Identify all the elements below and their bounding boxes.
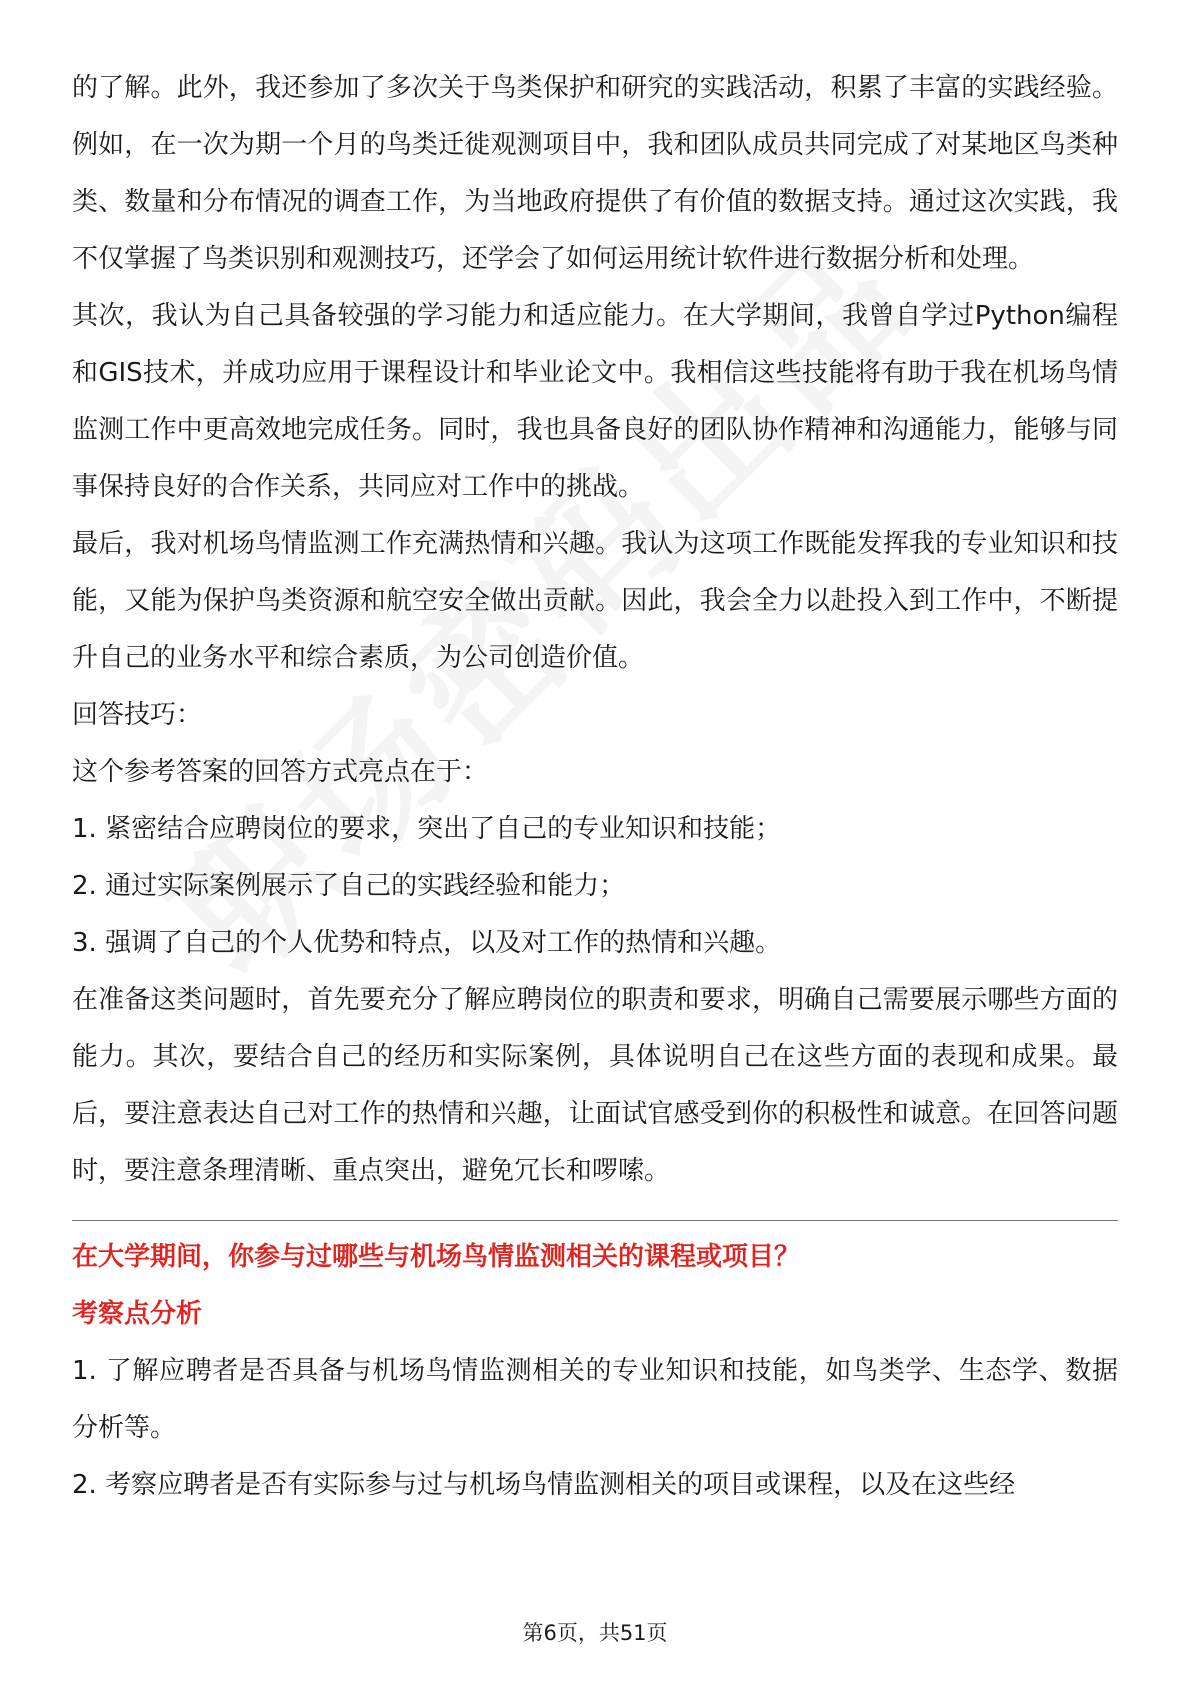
paragraph: 在准备这类问题时，首先要充分了解应聘岗位的职责和要求，明确自己需要展示哪些方面的能力。其次，要结合自己的经历和实际案例，具体说明自己在这些方面的表现和成果。最后，要注意表达自己对工作的热情和兴趣，让面试官感受到你的积极性和诚意。在回答问题时，要注意条理清晰、重点突出，避免冗长和啰嗦。: [72, 985, 1118, 1186]
analysis-heading: 考察点分析: [72, 1299, 203, 1329]
list-item: 3. 强调了自己的个人优势和特点，以及对工作的热情和兴趣。: [72, 928, 782, 958]
paragraph: 这个参考答案的回答方式亮点在于：: [72, 757, 489, 787]
paragraph: 的了解。此外，我还参加了多次关于鸟类保护和研究的实践活动，积累了丰富的实践经验。例如，在一次为期一个月的鸟类迁徙观测项目中，我和团队成员共同完成了对某地区鸟类种类、数量和分布情况的调查工作，为当地政府提供了有价值的数据支持。通过这次实践，我不仅掌握了鸟类识别和观测技巧，还学会了如何运用统计软件进行数据分析和处理。: [72, 73, 1118, 274]
list-item: 1. 紧密结合应聘岗位的要求，突出了自己的专业知识和技能；: [72, 814, 782, 844]
section-divider: [72, 1220, 1118, 1221]
page-content: [72, 60, 1118, 1514]
question-heading: 在大学期间，你参与过哪些与机场鸟情监测相关的课程或项目？: [72, 1242, 801, 1272]
list-item: 2. 通过实际案例展示了自己的实践经验和能力；: [72, 871, 626, 901]
paragraph: 最后，我对机场鸟情监测工作充满热情和兴趣。我认为这项工作既能发挥我的专业知识和技能，又能为保护鸟类资源和航空安全做出贡献。因此，我会全力以赴投入到工作中，不断提升自己的业务水平和综合素质，为公司创造价值。: [72, 529, 1118, 673]
answer-tips-label: 回答技巧：: [72, 700, 203, 730]
list-item: 1. 了解应聘者是否具备与机场鸟情监测相关的专业知识和技能，如鸟类学、生态学、数据分析等。: [72, 1356, 1118, 1443]
page-number: 第6页，共51页: [522, 1621, 668, 1645]
paragraph: 其次，我认为自己具备较强的学习能力和适应能力。在大学期间，我曾自学过Python编程和GIS技术，并成功应用于课程设计和毕业论文中。我相信这些技能将有助于我在机场鸟情监测工作中更高效地完成任务。同时，我也具备良好的团队协作精神和沟通能力，能够与同事保持良好的合作关系，共同应对工作中的挑战。: [72, 301, 1118, 502]
list-item: 2. 考察应聘者是否有实际参与过与机场鸟情监测相关的项目或课程，以及在这些经: [72, 1470, 1016, 1500]
